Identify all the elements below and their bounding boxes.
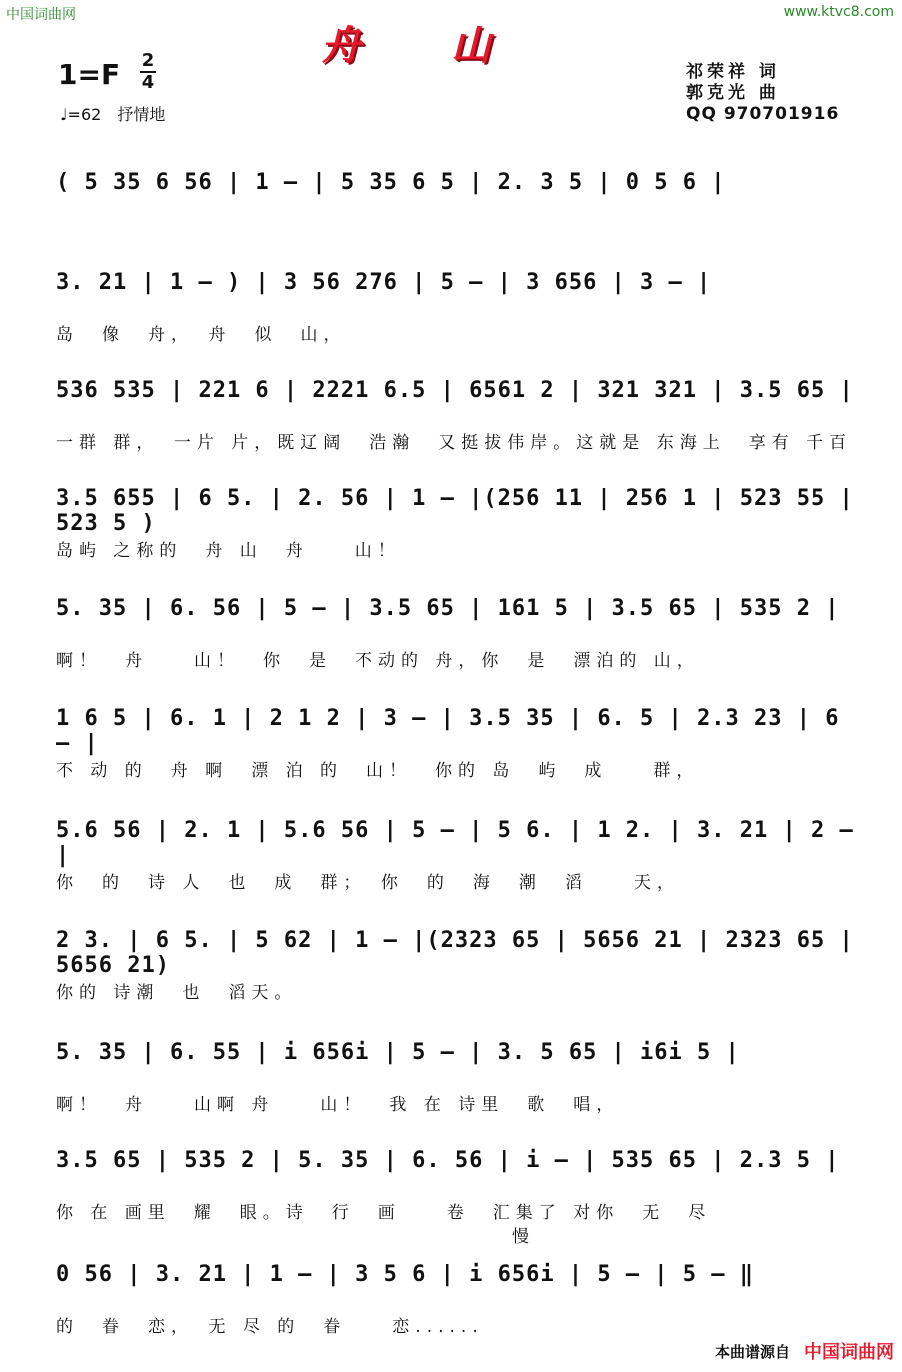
notation-line: 3.5 655 | 6 5. | 2. 56 | 1 – |(256 11 | 256 1 | 523 55 | 523 5 ) [56,486,854,536]
score-row [0,1040,902,1150]
lyric-line: 的 眷 恋， 无 尽 的 眷 恋...... [56,1317,484,1337]
tempo-marking: ♩=62 抒情地 [60,105,166,124]
notation-line: 5. 35 | 6. 55 | i 656i | 5 – | 3. 5 65 | i6i 5 | [56,1040,740,1065]
lyric-line: 你 的 诗 人 也 成 群； 你 的 海 潮 滔 天， [56,873,680,893]
footer-source: 本曲谱源自 [714,1343,790,1361]
lyricist: 祁荣祥 词 [686,62,780,82]
notation-line: 5. 35 | 6. 56 | 5 – | 3.5 65 | 161 5 | 3.5 65 | 535 2 | [56,596,840,621]
notation-line: 2 3. | 6 5. | 5 62 | 1 – |(2323 65 | 5656 21 | 2323 65 | 5656 21) [56,928,854,978]
score-row [0,1148,902,1258]
score-row [0,486,902,596]
score-row [0,378,902,488]
composer: 郭克光 曲 [686,83,780,103]
lyric-line: 啊！ 舟 山啊 舟 山！ 我 在 诗里 歌 唱， [56,1095,620,1115]
time-signature [140,52,156,92]
score-row [0,706,902,816]
score-row [0,170,902,280]
score-row [0,818,902,928]
lyric-line: 一群 群， 一片 片，既辽阔 浩瀚 又挺拔伟岸。这就是 东海上 享有 千百 [56,433,853,453]
lyric-line: 啊！ 舟 山！ 你 是 不动的 舟，你 是 漂泊的 山， [56,651,700,671]
lyric-line: 岛屿 之称的 舟 山 舟 山！ [56,541,401,561]
footer-site: 中国词曲网 [804,1342,894,1363]
notation-line: 1 6 5 | 6. 1 | 2 1 2 | 3 – | 3.5 35 | 6. 5 | 2.3 23 | 6 – | [56,706,840,756]
score-row [0,270,902,380]
qq-contact: QQ 970701916 [686,104,840,124]
notation-line: 536 535 | 221 6 | 2221 6.5 | 6561 2 | 321 321 | 3.5 65 | [56,378,854,403]
lyric-line: 岛 像 舟， 舟 似 山， [56,325,347,345]
tempo-slow-mark: 慢 [512,1227,529,1247]
notation-line: 5.6 56 | 2. 1 | 5.6 56 | 5 – | 5 6. | 1 2. | 3. 21 | 2 – | [56,818,854,868]
site-watermark-left: 中国词曲网 [6,7,76,23]
score-row [0,928,902,1038]
meter-bottom: 4 [141,72,155,93]
notation-line: ( 5 35 6 56 | 1 – | 5 35 6 5 | 2. 3 5 | 0 5 6 | [56,170,726,195]
credits [686,62,839,125]
notation-line: 3. 21 | 1 – ) | 3 56 276 | 5 – | 3 656 | 3 – | [56,270,712,295]
lyric-line: 不 动 的 舟 啊 漂 泊 的 山！ 你的 岛 屿 成 群， [56,761,700,781]
meter-top: 2 [141,50,155,71]
lyric-line: 你的 诗潮 也 滔天。 [56,983,298,1003]
score-row [0,596,902,706]
key-signature: 1=F [58,58,121,91]
song-title: 舟山 [321,22,581,69]
notation-line: 0 56 | 3. 21 | 1 – | 3 5 6 | i 656i | 5 – | 5 – ‖ [56,1262,755,1287]
site-watermark-right: www.ktvc8.com [783,4,894,20]
lyric-line: 你 在 画里 耀 眼。诗 行 画 卷 汇集了 对你 无 尽 [56,1203,712,1223]
notation-line: 3.5 65 | 535 2 | 5. 35 | 6. 56 | i – | 535 65 | 2.3 5 | [56,1148,840,1173]
